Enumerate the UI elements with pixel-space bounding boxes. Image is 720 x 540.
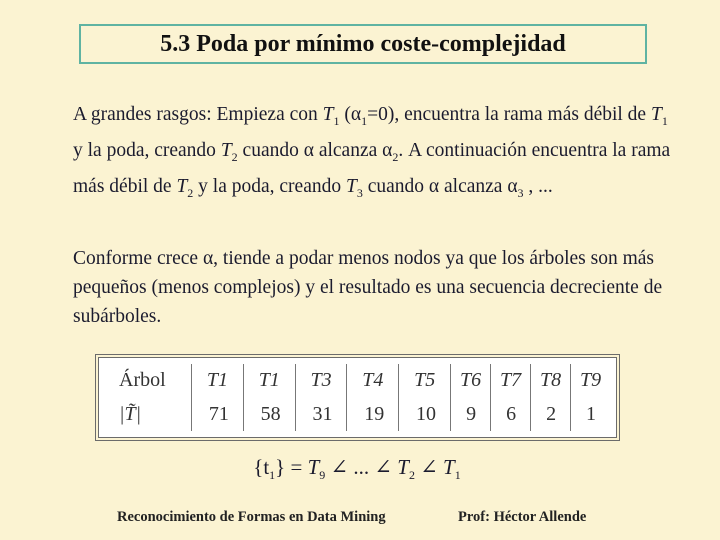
table-cell: T4 bbox=[347, 364, 399, 398]
table-cell: T6 bbox=[451, 364, 491, 398]
table-cell: 19 bbox=[347, 398, 399, 432]
subscript: 1 bbox=[269, 468, 276, 483]
table-cell: T1 bbox=[243, 364, 295, 398]
paragraph-overview bbox=[73, 100, 673, 208]
tree-symbol: T bbox=[345, 175, 357, 197]
text: {t bbox=[253, 455, 270, 479]
tree-symbol: T bbox=[307, 455, 320, 479]
text: cuando bbox=[237, 139, 304, 161]
tree-symbol: T bbox=[650, 104, 662, 125]
table-cell: T8 bbox=[531, 364, 571, 398]
footer-author: Prof: Héctor Allende bbox=[458, 509, 587, 525]
paragraph-sequence bbox=[73, 244, 673, 331]
table-cell: 1 bbox=[571, 398, 610, 432]
alpha-symbol: α bbox=[382, 139, 393, 161]
alpha-symbol: α bbox=[428, 175, 440, 197]
text: =0), encuentra la rama más débil de bbox=[367, 104, 651, 125]
text: ∠ ... ∠ bbox=[325, 455, 398, 479]
title-box bbox=[79, 24, 647, 64]
tree-symbol: T bbox=[443, 455, 455, 479]
subscript: 3 bbox=[356, 185, 363, 200]
subscript: 1 bbox=[333, 113, 340, 128]
table-cell: 71 bbox=[192, 398, 244, 432]
table-cell: T5 bbox=[399, 364, 451, 398]
alpha-symbol: α bbox=[350, 104, 362, 125]
table-cell: 10 bbox=[399, 398, 451, 432]
text: A grandes rasgos: Empieza con bbox=[73, 104, 323, 125]
alpha-symbol: α bbox=[202, 248, 214, 269]
table-cell: 9 bbox=[451, 398, 491, 432]
text: Conforme crece bbox=[73, 248, 203, 269]
table-cell: 6 bbox=[491, 398, 531, 432]
table-row-sizes bbox=[105, 398, 610, 432]
text: } = bbox=[275, 455, 308, 479]
table-cell: 2 bbox=[531, 398, 571, 432]
subtree-size-table bbox=[105, 364, 610, 431]
subscript: 2 bbox=[187, 185, 194, 200]
slide-title: 5.3 Poda por mínimo coste-complejidad bbox=[160, 30, 566, 57]
row-label-tree: Árbol bbox=[119, 369, 166, 392]
text: , tiende a podar menos nodos ya que los árboles son más pequeños (menos complejos) y el resultado es una secuencia decreciente de subárboles. bbox=[73, 248, 663, 327]
table-cell: T3 bbox=[295, 364, 347, 398]
subscript: 1 bbox=[661, 113, 668, 128]
footer-course: Reconocimiento de Formas en Data Mining bbox=[117, 509, 386, 525]
table-cell: T9 bbox=[571, 364, 610, 398]
text: . A continuación encuentra la rama más débil de bbox=[73, 139, 671, 197]
text: cuando bbox=[362, 175, 429, 197]
sequence-formula bbox=[0, 455, 720, 483]
subscript: 2 bbox=[231, 149, 238, 164]
table-cell: 31 bbox=[295, 398, 347, 432]
table-cell: T1 bbox=[192, 364, 244, 398]
tree-symbol: T bbox=[322, 104, 334, 125]
text: y la poda, creando bbox=[73, 139, 221, 161]
subscript: 1 bbox=[361, 113, 368, 128]
subscript: 9 bbox=[319, 468, 326, 483]
tree-symbol: T bbox=[176, 175, 188, 197]
row-label-size: |T̃| bbox=[119, 402, 142, 425]
text: y la poda, creando bbox=[193, 175, 346, 197]
subscript: 2 bbox=[408, 468, 415, 483]
text: ( bbox=[339, 104, 351, 125]
alpha-symbol: α bbox=[507, 175, 518, 197]
text: alcanza bbox=[313, 139, 383, 161]
text: , ... bbox=[523, 175, 553, 197]
text: alcanza bbox=[439, 175, 508, 197]
table-cell: T7 bbox=[491, 364, 531, 398]
text: ∠ bbox=[414, 455, 444, 479]
alpha-symbol: α bbox=[303, 139, 314, 161]
subscript: 1 bbox=[454, 468, 461, 483]
table-cell: 58 bbox=[243, 398, 295, 432]
subscript: 2 bbox=[392, 149, 399, 164]
table-row-trees bbox=[105, 364, 610, 398]
tree-symbol: T bbox=[397, 455, 409, 479]
subscript: 3 bbox=[517, 185, 524, 200]
tree-symbol: T bbox=[220, 139, 232, 161]
subtree-table bbox=[98, 357, 617, 438]
